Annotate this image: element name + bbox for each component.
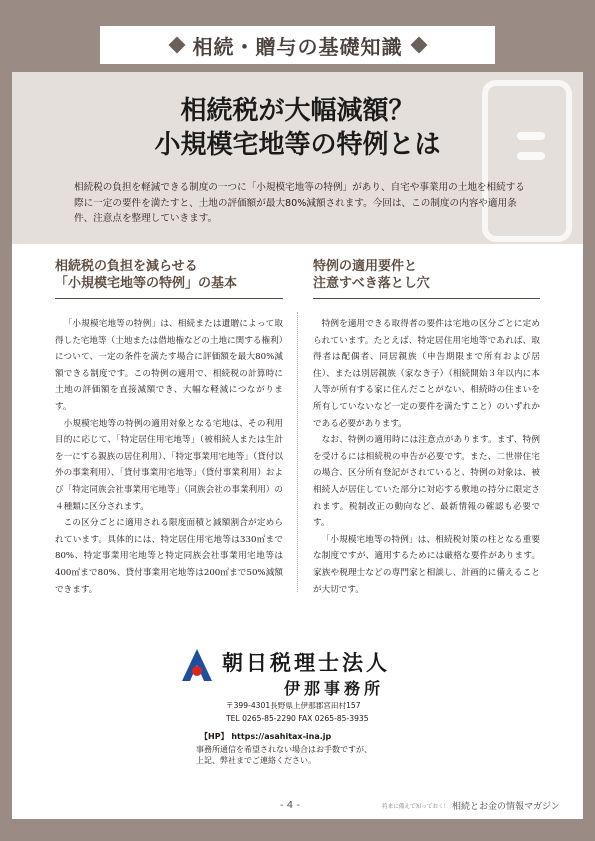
note-line1: 事務所通信を希望されない場合はお手数ですが、 bbox=[196, 745, 372, 754]
left-column-heading bbox=[55, 258, 237, 292]
right-heading-line2: 注意すべき落とし穴 bbox=[313, 276, 430, 291]
diamond-icon bbox=[168, 37, 185, 54]
left-column-body bbox=[55, 316, 283, 598]
left-paragraph: 小規模宅地等の特例の適用対象となる宅地は、その利用目的に応じて、「特定居住用宅地等」（被相続人または生計を一にする親族の居住利用）、「特定事業用宅地等」（貸付以外の事業利用）、「貸付事業用宅地等」（貸付事業利用）および「特定同族会社事業用宅地等」（同族会社の事業利用）の４種類に区分されます。 bbox=[55, 418, 283, 512]
right-heading-line1: 特例の適用要件と bbox=[313, 259, 418, 274]
bottom-frame bbox=[0, 819, 595, 841]
diamond-icon bbox=[410, 37, 427, 54]
article-title-line2: 小規模宅地等の特例とは bbox=[154, 130, 441, 160]
note-line2: 上記、弊社までご連絡ください。 bbox=[196, 756, 316, 765]
footer-tagline: 将来に備えて知っておく！ bbox=[382, 804, 450, 810]
magazine-title: 相続とお金の情報マガジン bbox=[452, 802, 560, 812]
article-title-line1: 相続税が大幅減額？ bbox=[180, 96, 415, 126]
left-paragraph: この区分ごとに適用される限度面積と減額割合が定められています。具体的には、特定居住用宅地等は330㎡まで80%、特定事業用宅地等と特定同族会社事業用宅地等は400㎡まで80%、貸付事業用宅地等は200㎡まで50%減額できます。 bbox=[55, 518, 283, 595]
right-column-heading bbox=[313, 258, 430, 292]
firm-logo-icon bbox=[180, 647, 214, 683]
firm-phone-fax: TEL 0265-85-2290 FAX 0265-85-3935 bbox=[226, 714, 369, 723]
article-title bbox=[12, 94, 583, 162]
left-frame bbox=[0, 0, 12, 841]
section-title: 相続・贈与の基礎知識 bbox=[192, 34, 403, 59]
firm-name: 朝日税理士法人 bbox=[222, 651, 390, 675]
page-number: - 4 - bbox=[280, 800, 300, 811]
left-heading-line1: 相続税の負担を減らせる bbox=[55, 259, 198, 274]
office-name: 伊那事務所 bbox=[284, 679, 385, 698]
right-paragraph: なお、特例の適用時には注意点があります。まず、特例を受けるには相続税の申告が必要です。また、二世帯住宅の場合、区分所有登記がされていると、特例の対象は、被相続人が居住していた部分に対応する敷地の持分に限定されます。税制改正の動向など、最新情報の確認も必要です。 bbox=[313, 435, 540, 529]
firm-address: 〒399-4301長野県上伊那郡宮田村157 bbox=[226, 701, 361, 710]
right-paragraph: 特例を適用できる取得者の要件は宅地の区分ごとに定められています。たとえば、特定居住用宅地等であれば、取得者は配偶者、同居親族（申告期限まで所有および居住）、または別居親族（家なき子）（相続開始３年以内に本人等が所有する家に住んだことがない、相続時の住まいを所有していないなど一定の要件を満たすこと）のいずれかである必要があります。 bbox=[313, 319, 540, 429]
right-paragraph: 「小規模宅地等の特例」は、相続税対策の柱となる重要な制度ですが、適用するためには厳格な要件があります。家族や税理士などの専門家と相談し、計画的に備えることが大切です。 bbox=[313, 534, 540, 595]
left-paragraph: 「小規模宅地等の特例」は、相続または遺贈によって取得した宅地等（土地または借地権などの土地に関する権利）について、一定の条件を満たす場合に評価額を最大80%減額できる制度です。この特例の適用で、相続税の計算時に土地の評価額を直接減額でき、大幅な軽減につながります。 bbox=[55, 319, 283, 412]
right-heading-rule bbox=[313, 298, 540, 299]
section-banner bbox=[100, 26, 495, 64]
hero-panel bbox=[12, 72, 583, 244]
firm-website: 【HP】 https://asahitax-ina.jp bbox=[200, 732, 332, 741]
right-frame bbox=[583, 0, 595, 841]
column-divider bbox=[297, 312, 298, 592]
right-column-body bbox=[313, 316, 540, 598]
left-heading-line2: 「小規模宅地等の特例」の基本 bbox=[55, 276, 238, 291]
unsubscribe-note bbox=[196, 744, 372, 766]
article-lead: 相続税の負担を軽減できる制度の一つに「小規模宅地等の特例」があり、自宅や事業用の土地を相続する際に一定の要件を満たすと、土地の評価額が最大80%減額されます。今回は、この制度の内容や適用条件、注意点を整理していきます。 bbox=[74, 182, 525, 224]
left-heading-rule bbox=[55, 298, 283, 299]
